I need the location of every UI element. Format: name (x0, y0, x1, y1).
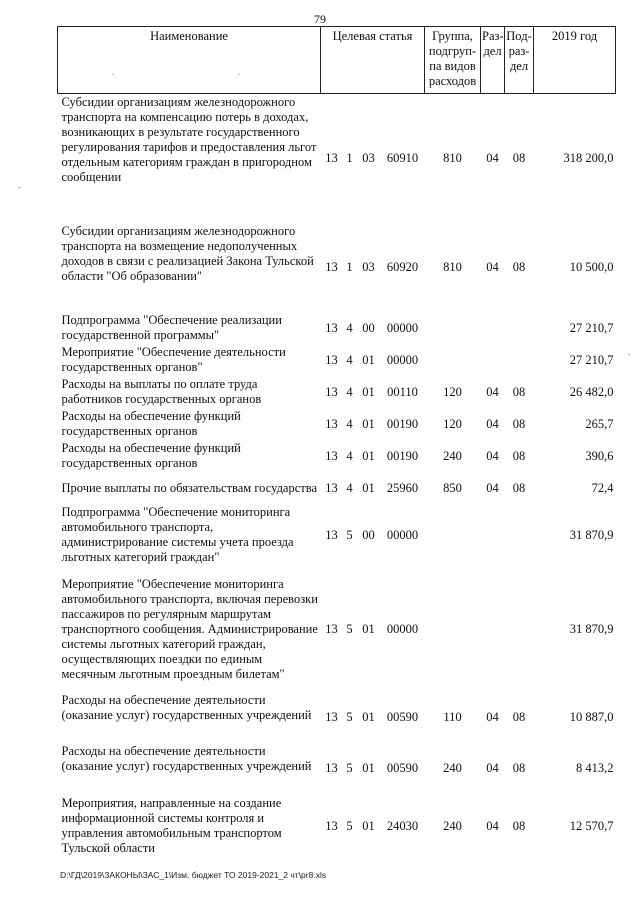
row-name: Субсидии организациям железнодорожного транспорта на компенсацию потерь в доходах, возникающих в результате государственного регулирования тарифов и предоставления льгот отдельным категориям граждан в пригородном сообщении (61, 95, 317, 184)
row-section: 04 (486, 416, 499, 431)
row-code-4: 00000 (386, 352, 419, 367)
table-row (58, 408, 616, 440)
row-code-3: 01 (362, 621, 375, 636)
row-name: Мероприятия, направленные на создание информационной системы контроля и управления автомобильным транспортом Тульской области (61, 796, 282, 855)
row-code-2: 4 (346, 384, 353, 399)
row-group (425, 566, 481, 692)
row-code-3: 01 (362, 818, 375, 833)
row-subsection (505, 566, 534, 692)
row-name: Подпрограмма "Обеспечение мониторинга автомобильного транспорта, администрирование системы учета проезда льготных категорий граждан" (61, 505, 294, 564)
row-code-3: 01 (362, 448, 375, 463)
row-code-2: 4 (346, 448, 353, 463)
row-subsection: 08 (512, 761, 526, 775)
row-group (425, 504, 481, 566)
row-code-2: 4 (346, 352, 353, 367)
row-code-1: 13 (325, 480, 338, 495)
row-group: 240 (443, 448, 462, 463)
row-section (481, 344, 505, 376)
row-section: 04 (486, 710, 499, 724)
row-group: 850 (443, 480, 462, 495)
row-section: 04 (486, 448, 499, 463)
row-code-2: 5 (346, 761, 353, 775)
row-subsection: 08 (512, 480, 526, 495)
row-code-4: 00000 (386, 621, 419, 636)
row-code-1: 13 (325, 527, 338, 542)
row-amount: 10 500,0 (569, 260, 614, 274)
row-code-4: 00590 (386, 761, 419, 775)
table-row (58, 94, 616, 224)
row-section (481, 312, 505, 344)
scan-speck: . (112, 68, 114, 77)
table-row (58, 312, 616, 344)
row-amount: 10 887,0 (569, 710, 614, 724)
row-subsection: 08 (512, 710, 526, 724)
row-group: 810 (443, 260, 462, 274)
budget-table (57, 26, 616, 858)
row-section (481, 504, 505, 566)
row-code-3: 03 (362, 260, 375, 274)
row-code-2: 1 (346, 260, 353, 274)
table-row (58, 472, 616, 504)
scan-speck: . (238, 68, 240, 77)
row-code-4: 24030 (386, 818, 419, 833)
row-subsection (505, 312, 534, 344)
row-code-2: 4 (346, 320, 353, 335)
row-subsection (505, 344, 534, 376)
row-name: Субсидии организациям железнодорожного транспорта на возмещение недополученных доходов в связи с реализацией Закона Тульской области "Об образовании" (61, 224, 314, 283)
row-group (425, 344, 481, 376)
row-amount: 265,7 (585, 416, 614, 431)
row-code-3: 01 (362, 761, 375, 775)
row-code-4: 00190 (386, 448, 419, 463)
row-amount: 72,4 (591, 480, 614, 495)
header-target: Целевая статья (321, 27, 425, 94)
row-subsection: 08 (512, 151, 526, 165)
row-code-1: 13 (325, 416, 338, 431)
row-name: Расходы на обеспечение функций государственных органов (61, 441, 241, 470)
row-code-4: 00000 (386, 527, 419, 542)
scan-speck: - (18, 183, 21, 192)
row-name: Расходы на обеспечение деятельности (оказание услуг) государственных учреждений (61, 693, 312, 722)
row-code-1: 13 (325, 818, 338, 833)
row-section: 04 (486, 818, 499, 833)
table-row (58, 794, 616, 858)
row-code-4: 00590 (386, 710, 419, 724)
row-code-1: 13 (325, 761, 338, 775)
row-section: 04 (486, 384, 499, 399)
row-section: 04 (486, 151, 499, 165)
row-code-4: 00190 (386, 416, 419, 431)
row-code-3: 03 (362, 151, 375, 165)
row-code-3: 01 (362, 710, 375, 724)
row-subsection (505, 504, 534, 566)
row-section (481, 566, 505, 692)
row-code-1: 13 (325, 448, 338, 463)
row-subsection: 08 (512, 818, 526, 833)
scan-speck: - (628, 350, 631, 359)
row-subsection: 08 (512, 260, 526, 274)
table-row (58, 566, 616, 692)
row-amount: 31 870,9 (569, 621, 614, 636)
row-name: Расходы на обеспечение функций государственных органов (61, 409, 241, 438)
row-section: 04 (486, 260, 499, 274)
row-group: 240 (443, 761, 462, 775)
table-row (58, 504, 616, 566)
row-code-3: 01 (362, 416, 375, 431)
table-row (58, 376, 616, 408)
row-group: 110 (443, 710, 462, 724)
row-subsection: 08 (512, 448, 526, 463)
header-year: 2019 год (534, 27, 616, 94)
row-name: Расходы на обеспечение деятельности (оказание услуг) государственных учреждений (61, 744, 312, 773)
row-subsection: 08 (512, 384, 526, 399)
header-section: Раз-дел (481, 27, 505, 94)
header-subsection: Под-раз-дел (505, 27, 534, 94)
row-amount: 31 870,9 (569, 527, 614, 542)
row-code-2: 1 (346, 151, 353, 165)
row-name: Мероприятие "Обеспечение мониторинга автомобильного транспорта, включая перевозки пассажиров по регулярным маршрутам транспортного сообщения. Администрирование системы льготных категорий граждан, осуществляющих поездки по единым месячным льготным проездным билетам" (61, 576, 318, 681)
row-amount: 318 200,0 (563, 151, 614, 165)
table-row (58, 743, 616, 794)
row-amount: 390,6 (585, 448, 614, 463)
row-amount: 12 570,7 (569, 818, 614, 833)
table-row (58, 440, 616, 472)
row-amount: 27 210,7 (569, 352, 614, 367)
row-section: 04 (486, 761, 499, 775)
row-code-2: 5 (346, 621, 353, 636)
table-row (58, 344, 616, 376)
row-code-4: 25960 (386, 480, 419, 495)
row-name: Прочие выплаты по обязательствам государства (61, 480, 318, 495)
page-number: 79 (314, 12, 326, 26)
row-code-3: 01 (362, 352, 375, 367)
table-header-row (58, 27, 616, 94)
row-code-4: 00110 (387, 384, 418, 399)
row-name: Расходы на выплаты по оплате труда работников государственных органов (61, 377, 262, 406)
header-group: Группа, подгруп-па видов расходов (425, 27, 481, 94)
row-code-4: 60910 (386, 151, 419, 165)
row-code-1: 13 (325, 621, 338, 636)
row-subsection: 08 (512, 416, 526, 431)
row-code-2: 5 (346, 710, 353, 724)
row-section: 04 (486, 480, 499, 495)
row-code-4: 60920 (386, 260, 419, 274)
row-code-2: 4 (346, 416, 353, 431)
row-name: Мероприятие "Обеспечение деятельности государственных органов" (61, 345, 286, 374)
row-code-4: 00000 (386, 320, 419, 335)
table-row (58, 692, 616, 743)
row-code-1: 13 (325, 710, 338, 724)
row-code-1: 13 (325, 352, 338, 367)
row-group: 240 (443, 818, 462, 833)
table-row (58, 223, 616, 312)
header-name: Наименование (58, 27, 321, 94)
row-group: 120 (443, 416, 462, 431)
row-amount: 27 210,7 (569, 320, 614, 335)
row-code-3: 00 (362, 320, 375, 335)
row-code-3: 01 (362, 480, 375, 495)
row-group: 810 (443, 151, 462, 165)
row-amount: 26 482,0 (569, 384, 614, 399)
row-code-2: 4 (346, 480, 353, 495)
row-code-2: 5 (346, 527, 353, 542)
row-code-1: 13 (325, 151, 338, 165)
row-amount: 8 413,2 (576, 761, 614, 775)
row-group (425, 312, 481, 344)
row-code-1: 13 (325, 260, 338, 274)
row-name: Подпрограмма "Обеспечение реализации государственной программы" (61, 313, 282, 342)
row-code-2: 5 (346, 818, 353, 833)
row-code-1: 13 (325, 384, 338, 399)
row-code-3: 00 (362, 527, 375, 542)
row-group: 120 (443, 384, 462, 399)
row-code-1: 13 (325, 320, 338, 335)
row-code-3: 01 (362, 384, 375, 399)
file-path-footer: D:\ГД\2019\ЗАКОНЫ\ЗАС_1\Изм. бюджет ТО 2019-2021_2 чт\pr8.xls (60, 870, 327, 880)
